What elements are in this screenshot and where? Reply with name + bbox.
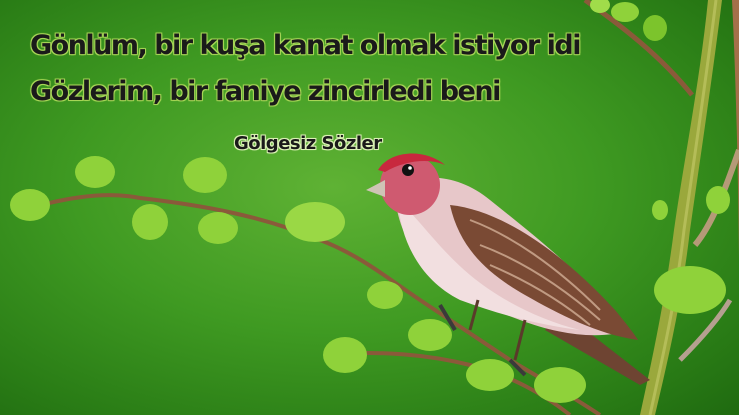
quote-line-1: Gönlüm, bir kuşa kanat olmak istiyor idi (30, 30, 580, 61)
quote-line-2: Gözlerim, bir faniye zincirledi beni (30, 76, 500, 107)
top-right-twig (585, 0, 692, 95)
finch-bird (366, 154, 650, 385)
signature-text: Gölgesiz Sözler (234, 133, 382, 154)
